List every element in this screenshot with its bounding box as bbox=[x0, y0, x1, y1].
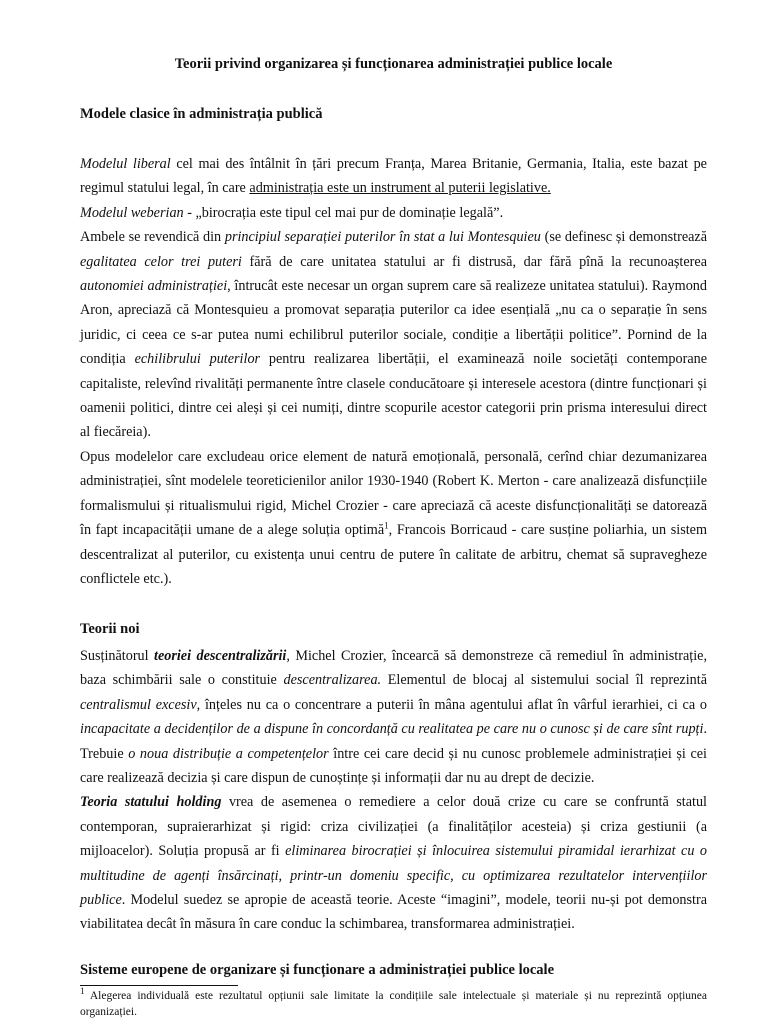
body-text: - „birocrația este tipul cel mai pur de dominație legală”. bbox=[183, 204, 504, 221]
body-text: Elementul de blocaj al sistemului social îl reprezintă bbox=[381, 672, 707, 689]
footnote-reference[interactable]: 1 bbox=[384, 520, 389, 531]
body-text: . Trebuie bbox=[80, 721, 707, 762]
paragraph-modelul-weberian bbox=[80, 201, 707, 225]
body-text: pentru realizarea libertății, el examinează noile societăți contemporane capitaliste, relevînd rivalități permanente între clasele conducătoare și interesele acestora (dintre funcționari și oamenii politici, dintre cei aleși și cei numiți, dintre scopurile acestor categorii prin prisma interesului direct al fiecăreia). bbox=[80, 351, 708, 441]
paragraph-descentralizare bbox=[80, 644, 707, 790]
section-heading-teorii-noi: Teorii noi bbox=[80, 621, 140, 637]
italic-text: Modelul weberian bbox=[80, 204, 184, 221]
italic-text: incapacitate a decidenților de a dispune în concordanță cu realitatea pe care nu o cunosc și de care sînt rupți bbox=[80, 721, 704, 738]
footnote-divider bbox=[80, 985, 238, 986]
footnote-text: Alegerea individuală este rezultatul opțiunii sale limitate la condițiile sale intelectuale și materiale și nu reprezintă opțiunea organizației. bbox=[80, 990, 707, 1018]
footnote-number: 1 bbox=[80, 986, 85, 997]
italic-text: descentralizarea. bbox=[283, 672, 382, 689]
underlined-text: administrația este un instrument al puterii legislative. bbox=[249, 180, 551, 197]
body-text: . Modelul suedez se apropie de această teorie. Aceste “imagini”, modele, teorii nu-și pot demonstra viabilitatea decât în măsura în care conduc la schimbarea, transformarea administrației. bbox=[80, 892, 707, 933]
paragraph-statul-holding bbox=[80, 790, 707, 936]
italic-text: centralismul excesiv bbox=[80, 696, 197, 713]
italic-text: principiul separației puterilor în stat a lui Montesquieu bbox=[224, 229, 541, 246]
section-body-modele-clasice bbox=[80, 152, 707, 591]
italic-text: autonomiei administrației bbox=[80, 278, 228, 295]
italic-text: eliminarea birocrației și înlocuirea sistemului piramidal ierarhizat cu o multitudine de agenți însărcinați, printr-un domeniu specific, cu optimizarea rezultatelor intervențiilor publice bbox=[80, 843, 707, 909]
italic-text: egalitatea celor trei puteri bbox=[80, 253, 242, 270]
section-heading-modele-clasice: Modele clasice în administrația publică bbox=[80, 106, 323, 122]
italic-text: o noua distribuție a competențelor bbox=[128, 745, 329, 762]
body-text: cel mai des întâlnit în țări precum Franța, Marea Britanie, Germania, Italia, este bazat pe regimul statului legal, în care bbox=[80, 156, 707, 197]
bold-italic-text: Teoria statului holding bbox=[80, 794, 222, 811]
document-title: Teorii privind organizarea și funcționarea administrației publice locale bbox=[174, 56, 613, 72]
footnote bbox=[80, 988, 707, 1020]
body-text: Susținătorul bbox=[80, 648, 155, 664]
body-text: fără de care unitatea statului ar fi distrusă, dar fără pînă la recunoașterea bbox=[241, 253, 707, 270]
body-text: , întrucât este necesar un organ suprem care să realizeze unitatea statului). Raymond Aron, apreciază că Montesquieu a promovat separația puterilor ca idee esențială „nu ca o separație în sens juridic, ci ceea ce s-ar putea numi echilibrul puterilor sociale, condiție a libertății politice”. Pornind de la condiția bbox=[80, 278, 707, 368]
paragraph-opus-modelelor bbox=[80, 445, 707, 591]
bold-italic-text: teoriei descentralizării bbox=[154, 648, 287, 664]
italic-text: Modelul liberal bbox=[80, 156, 171, 172]
body-text: între cei care decid și nu cunosc problemele administrației și cei care realizează decizia și care dispun de cunoștințe și informații dar nu au drept de decizie. bbox=[80, 745, 707, 787]
paragraph-modelul-liberal bbox=[80, 152, 707, 201]
body-text: , înțeles nu ca o concentrare a puterii în mâna agentului aflat în vârful ierarhiei, ci ca o bbox=[196, 696, 707, 713]
body-text: (se definesc și demonstrează bbox=[540, 229, 708, 246]
body-text: vrea de asemenea o remediere a celor două crize cu care se confruntă statul contemporan, supraierarhizat și rigid: criza civilizației (a finalităților acesteia) și criza gestiunii (a mijloacelor). Soluția propusă ar fi bbox=[80, 794, 707, 860]
italic-text: echilibrului puterilor bbox=[134, 351, 261, 368]
body-text: Ambele se revendică din bbox=[80, 229, 225, 246]
body-text: , Francois Borricaud - care susține poliarhia, un sistem descentralizat al puterilor, cu existența unui centru de putere în calitate de arbitru, chemat să supravegheze conflictele etc.). bbox=[80, 522, 707, 587]
section-heading-sisteme-europene: Sisteme europene de organizare și funcționare a administrației publice locale bbox=[80, 962, 555, 978]
body-text: , Michel Crozier, încearcă să demonstreze că remediul în administrație, baza schimbării sale o constituie bbox=[80, 648, 707, 689]
body-text: Opus modelelor care excludeau orice element de natură emoțională, personală, cerînd chiar dezumanizarea administrației, sînt modelele teoreticienilor anilor 1930-1940 (Robert K. Merton - care analizează disfuncțiile formalismului și ritualismului rigid, Michel Crozier - care apreciază că aceste disfuncționalități se datorează în fapt incapacității umane de a alege soluția optimă bbox=[80, 448, 707, 539]
paragraph-montesquieu bbox=[80, 225, 707, 445]
section-body-teorii-noi bbox=[80, 644, 707, 937]
